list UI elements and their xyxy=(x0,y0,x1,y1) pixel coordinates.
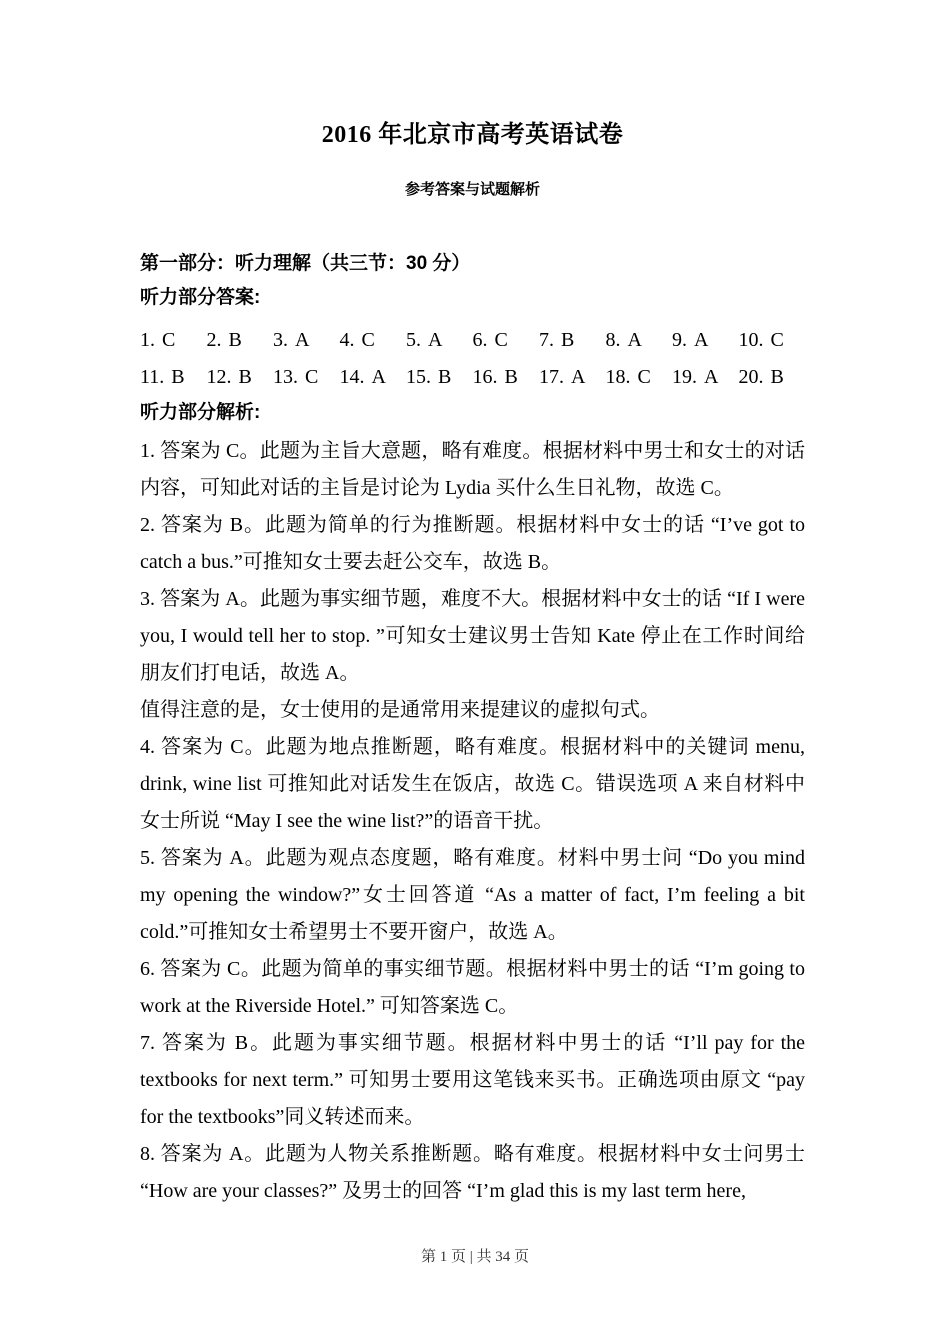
answer-item xyxy=(672,322,739,359)
answer-number: 8. xyxy=(605,329,621,351)
answer-number: 15. xyxy=(406,366,431,388)
answer-item xyxy=(672,359,739,396)
answer-item xyxy=(207,359,274,396)
answer-choice: A xyxy=(704,366,719,388)
answer-choice: B xyxy=(438,366,452,388)
document-title: 2016 年北京市高考英语试卷 xyxy=(321,122,624,148)
answer-choice: C xyxy=(770,329,784,351)
answer-choice: B xyxy=(171,366,185,388)
answer-item xyxy=(606,322,673,359)
answer-number: 2. xyxy=(206,329,222,351)
answer-choice: A xyxy=(571,366,586,388)
answer-choice: B xyxy=(228,329,242,351)
explanation-note-3: 值得注意的是，女士使用的是通常用来提建议的虚拟句式。 xyxy=(140,699,660,721)
answer-choice: A xyxy=(694,329,709,351)
answer-item xyxy=(340,322,407,359)
answer-choice: C xyxy=(305,366,319,388)
answer-choice: B xyxy=(770,366,784,388)
answer-number: 14. xyxy=(339,366,365,388)
answer-item xyxy=(140,359,207,396)
answer-item xyxy=(207,322,274,359)
answer-choice: A xyxy=(428,329,443,351)
answer-number: 3. xyxy=(273,329,288,351)
answer-number: 6. xyxy=(472,329,488,351)
explanations-block xyxy=(140,433,805,1210)
answer-number: 7. xyxy=(539,329,554,351)
answer-item xyxy=(539,322,606,359)
answer-choice: C xyxy=(162,329,176,351)
answer-number: 16. xyxy=(472,366,498,388)
answer-number: 11. xyxy=(140,366,165,388)
answer-choice: C xyxy=(494,329,508,351)
listening-analysis-label: 听力部分解析: xyxy=(140,402,261,423)
answer-item xyxy=(273,322,340,359)
answer-item xyxy=(273,359,340,396)
answer-choice: A xyxy=(627,329,642,351)
answer-number: 4. xyxy=(339,329,355,351)
answer-item xyxy=(406,359,473,396)
answer-number: 17. xyxy=(539,366,564,388)
explanation-paragraph-5: 5. 答案为 A。此题为观点态度题，略有难度。材料中男士问 “Do you mind my opening the window?”女士回答道 “As a matter of fact, I’m feeling a bit cold.”可推知女士希望男士不要开窗户，故选 A。 xyxy=(140,847,805,943)
listening-answers-label: 听力部分答案: xyxy=(140,287,261,308)
answer-choice: B xyxy=(238,366,252,388)
explanation-paragraph-2: 2. 答案为 B。此题为简单的行为推断题。根据材料中女士的话 “I’ve got to catch a bus.”可推知女士要去赶公交车，故选 B。 xyxy=(140,514,805,573)
answer-choice: C xyxy=(637,366,651,388)
answer-item xyxy=(606,359,673,396)
answer-number: 12. xyxy=(206,366,232,388)
answer-item xyxy=(140,322,207,359)
answer-item xyxy=(739,359,806,396)
answer-number: 19. xyxy=(672,366,697,388)
answer-number: 10. xyxy=(738,329,764,351)
answers-grid xyxy=(140,322,805,396)
explanation-paragraph-8: 8. 答案为 A。此题为人物关系推断题。略有难度。根据材料中女士问男士 “How are your classes?” 及男士的回答 “I’m glad this is my last term here, xyxy=(140,1143,805,1202)
answer-number: 18. xyxy=(605,366,631,388)
explanation-paragraph-3: 3. 答案为 A。此题为事实细节题，难度不大。根据材料中女士的话 “If I were you, I would tell her to stop. ”可知女士建议男士告知 Kate 停止在工作时间给朋友们打电话，故选 A。 xyxy=(140,588,805,684)
explanation-paragraph-6: 6. 答案为 C。此题为简单的事实细节题。根据材料中男士的话 “I’m going to work at the Riverside Hotel.” 可知答案选 C。 xyxy=(140,958,805,1017)
answer-number: 9. xyxy=(672,329,687,351)
answer-item xyxy=(340,359,407,396)
answer-number: 5. xyxy=(406,329,421,351)
answer-item xyxy=(539,359,606,396)
answer-choice: B xyxy=(561,329,575,351)
answer-choice: A xyxy=(371,366,386,388)
answer-item xyxy=(473,322,540,359)
explanation-paragraph-4: 4. 答案为 C。此题为地点推断题，略有难度。根据材料中的关键词 menu, drink, wine list 可推知此对话发生在饭店，故选 C。错误选项 A 来自材料中女士所说 “May I see the wine list?”的语音干扰。 xyxy=(140,736,805,832)
explanation-paragraph-7: 7. 答案为 B。此题为事实细节题。根据材料中男士的话 “I’ll pay for the textbooks for next term.” 可知男士要用这笔钱来买书。正确选项由原文 “pay for the textbooks”同义转述而来。 xyxy=(140,1032,805,1128)
section-heading-part1: 第一部分：听力理解（共三节：30 分） xyxy=(140,253,471,274)
document-content xyxy=(140,0,805,1210)
answer-item xyxy=(406,322,473,359)
answer-number: 1. xyxy=(140,329,155,351)
answer-item xyxy=(739,322,806,359)
answer-choice: C xyxy=(361,329,375,351)
page-footer: 第 1 页 | 共 34 页 xyxy=(420,1249,529,1265)
answer-choice: B xyxy=(504,366,518,388)
answer-item xyxy=(473,359,540,396)
answer-number: 13. xyxy=(273,366,298,388)
document-subtitle: 参考答案与试题解析 xyxy=(404,181,540,198)
answer-number: 20. xyxy=(738,366,764,388)
answer-choice: A xyxy=(295,329,310,351)
explanation-paragraph-1: 1. 答案为 C。此题为主旨大意题，略有难度。根据材料中男士和女士的对话内容，可知此对话的主旨是讨论为 Lydia 买什么生日礼物，故选 C。 xyxy=(140,440,805,499)
